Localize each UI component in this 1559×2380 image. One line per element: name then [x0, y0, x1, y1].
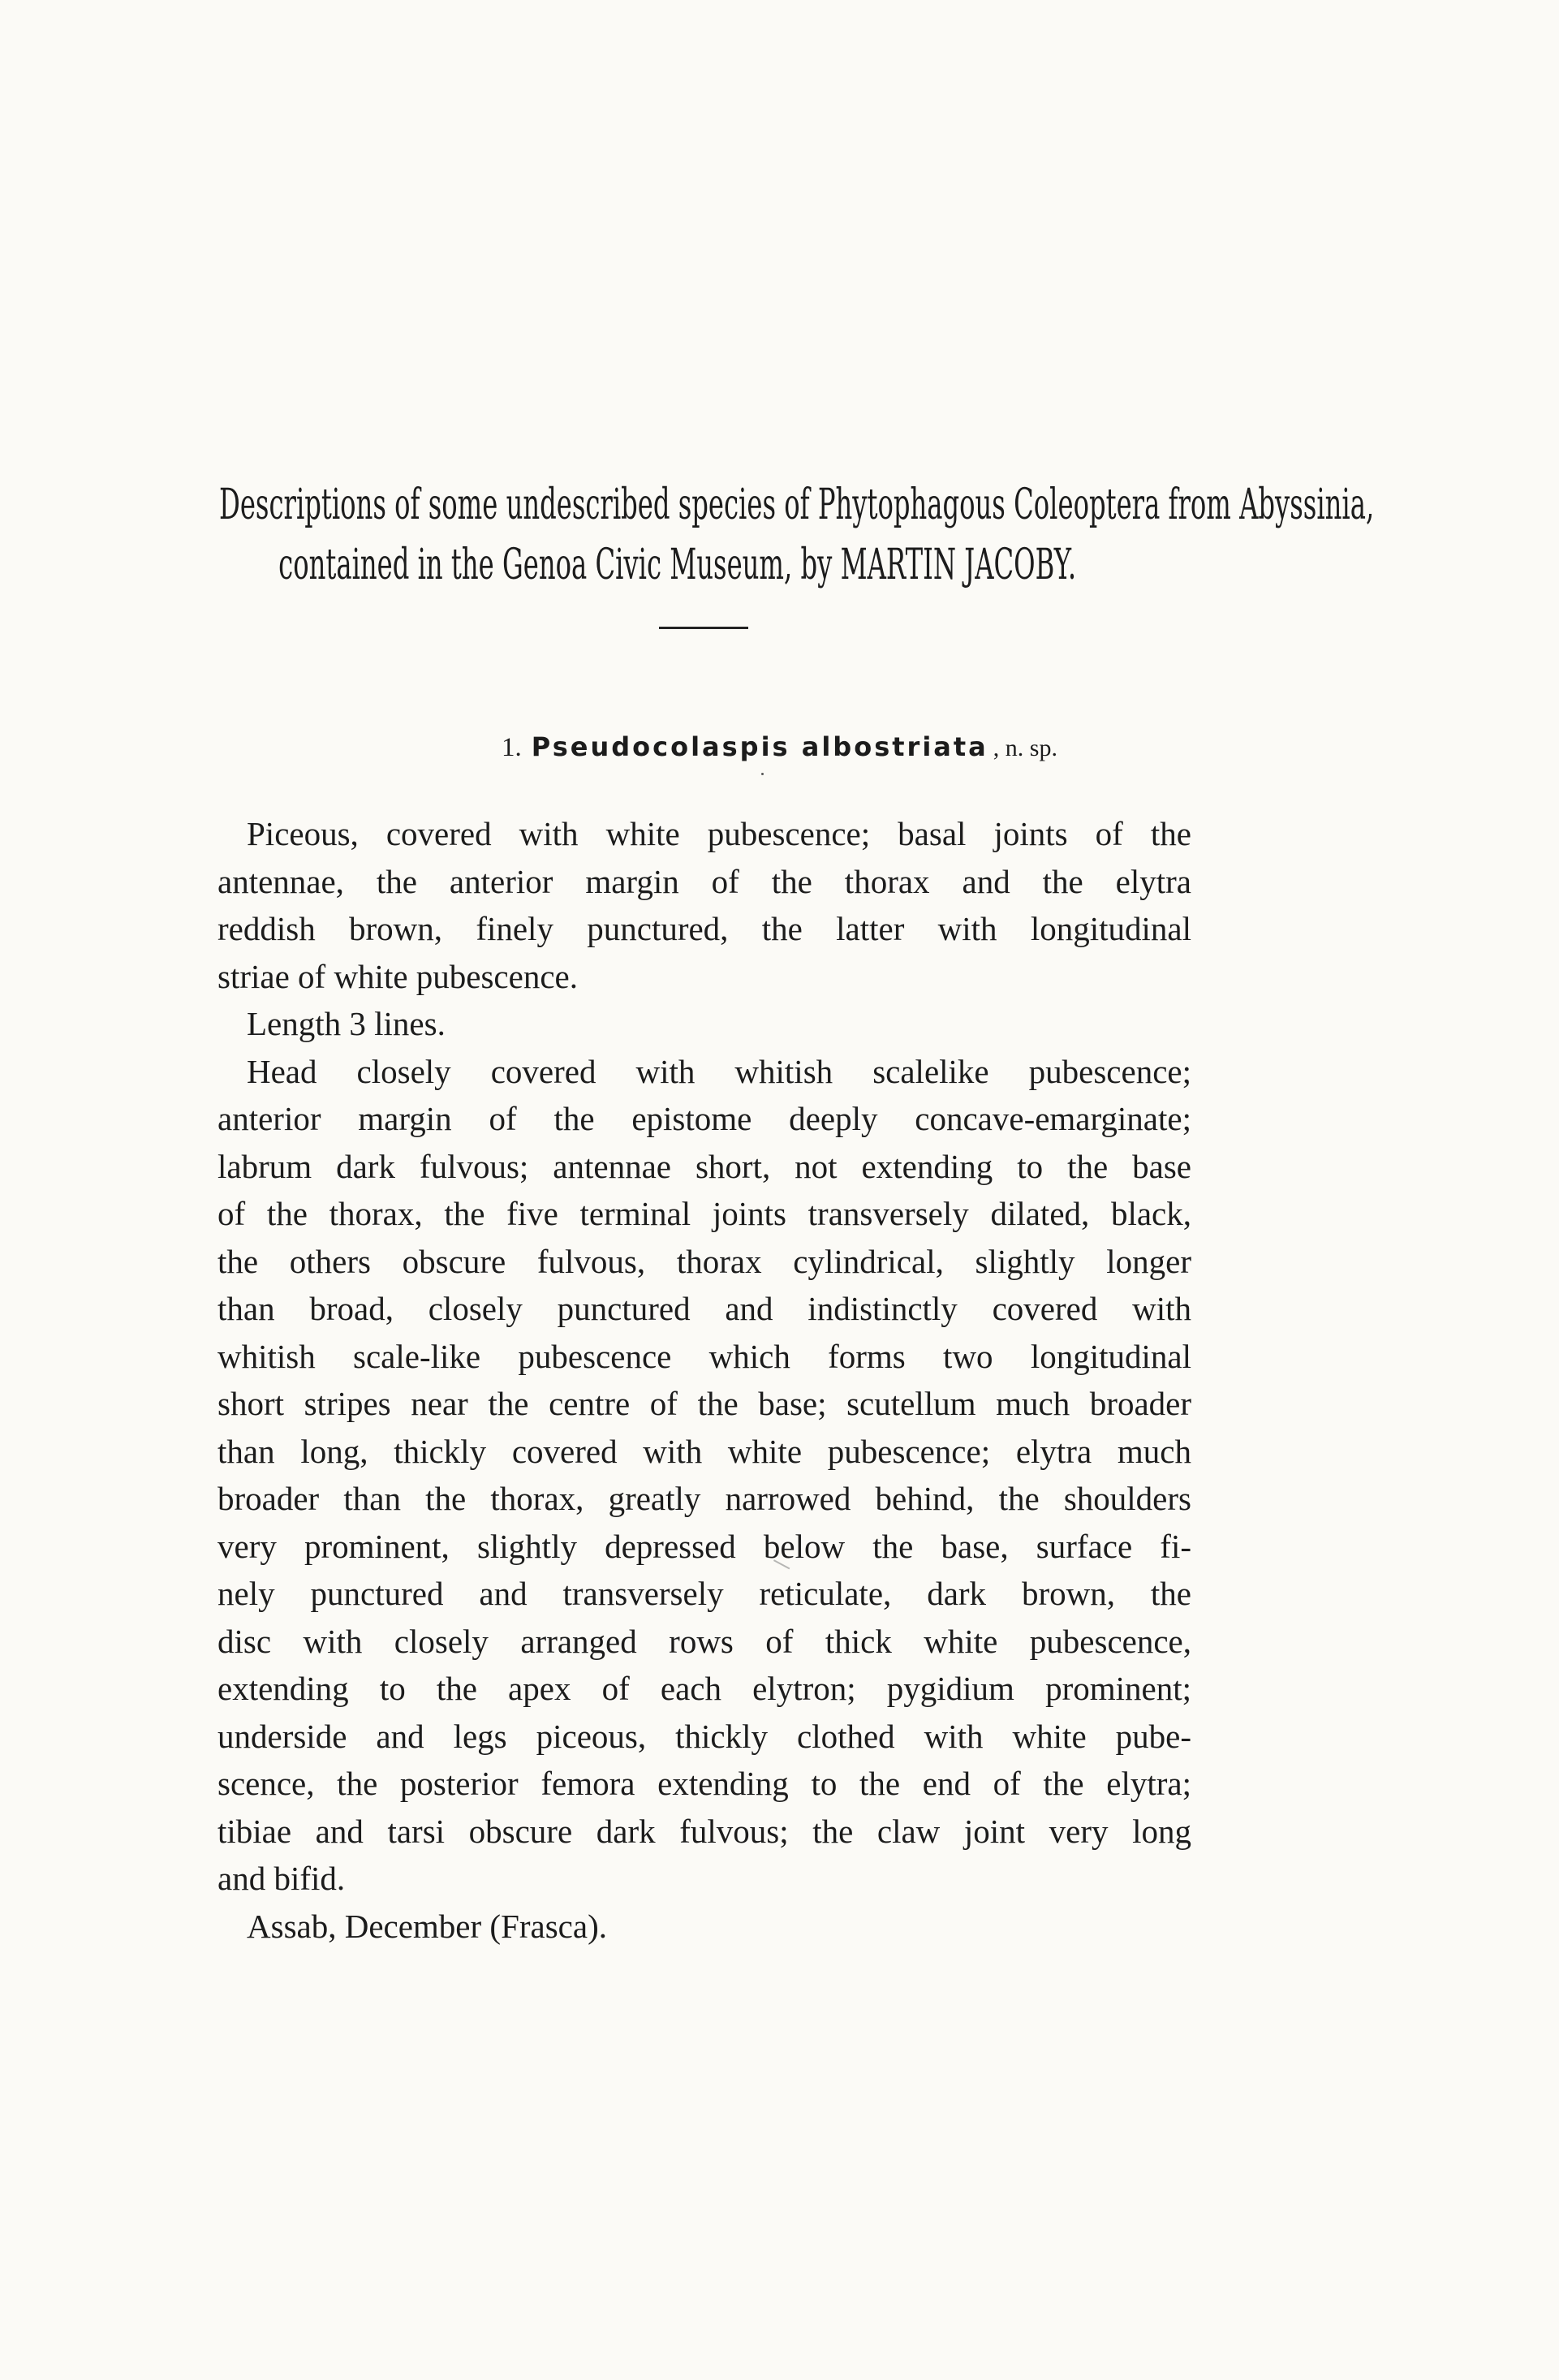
text-line: anterior margin of the epistome deeply concave-emarginate;: [217, 1100, 1191, 1137]
text-line: short stripes near the centre of the base; scutellum much broader: [217, 1385, 1191, 1422]
text-line: Length 3 lines.: [247, 1005, 446, 1042]
text-line: nely punctured and transversely reticulate, dark brown, the: [217, 1575, 1191, 1612]
text-line: extending to the apex of each elytron; pygidium prominent;: [217, 1670, 1191, 1707]
text-line: labrum dark fulvous; antennae short, not extending to the base: [217, 1147, 1191, 1185]
text-line: of the thorax, the five terminal joints transversely dilated, black,: [217, 1195, 1191, 1232]
text-line: scence, the posterior femora extending to the end of the elytra;: [217, 1765, 1191, 1802]
text-line: reddish brown, finely punctured, the latter with longitudinal: [217, 910, 1191, 947]
species-heading: [0, 727, 1559, 769]
text-line: broader than the thorax, greatly narrowed behind, the shoulders: [217, 1480, 1191, 1517]
text-line: antennae, the anterior margin of the thorax and the elytra: [217, 862, 1191, 900]
text-line: very prominent, slightly depressed below the base, surface fi-: [217, 1527, 1191, 1565]
text-line: Head closely covered with whitish scalelike pubescence;: [247, 1052, 1191, 1090]
species-number: 1.: [502, 733, 522, 762]
title-line-1: Descriptions of some undescribed species of Phytophagous Coleoptera from Abyssinia,: [219, 481, 1375, 529]
title-line-2: contained in the Genoa Civic Museum, by MARTIN JACOBY.: [278, 541, 1077, 589]
paragraph-diagnosis: [217, 810, 1191, 1000]
text-line: the others obscure fulvous, thorax cylindrical, slightly longer: [217, 1242, 1191, 1280]
description-body: [217, 810, 1191, 1950]
species-name: Pseudocolaspis albostriata: [531, 731, 988, 762]
text-line: whitish scale-like pubescence which forms two longitudinal: [217, 1337, 1191, 1375]
text-line: than broad, closely punctured and indistinctly covered with: [217, 1290, 1191, 1327]
ink-speck: [761, 773, 764, 775]
text-line: disc with closely arranged rows of thick white pubescence,: [217, 1622, 1191, 1660]
text-line: and bifid.: [217, 1860, 346, 1897]
article-title: [219, 475, 1375, 595]
paragraph-description: [217, 1048, 1191, 1903]
text-line: underside and legs piceous, thickly clothed with white pube-: [217, 1717, 1191, 1755]
text-line: striae of white pubescence.: [217, 957, 578, 995]
text-line: Assab, December (Frasca).: [247, 1907, 607, 1945]
text-line: than long, thickly covered with white pubescence; elytra much: [217, 1432, 1191, 1470]
text-line: Piceous, covered with white pubescence; basal joints of the: [247, 815, 1191, 852]
text-line: tibiae and tarsi obscure dark fulvous; the claw joint very long: [217, 1812, 1191, 1850]
paragraph-length: [217, 1000, 1191, 1048]
species-suffix: , n. sp.: [993, 735, 1057, 761]
title-divider: [659, 627, 748, 629]
paragraph-locality: [217, 1903, 1191, 1951]
